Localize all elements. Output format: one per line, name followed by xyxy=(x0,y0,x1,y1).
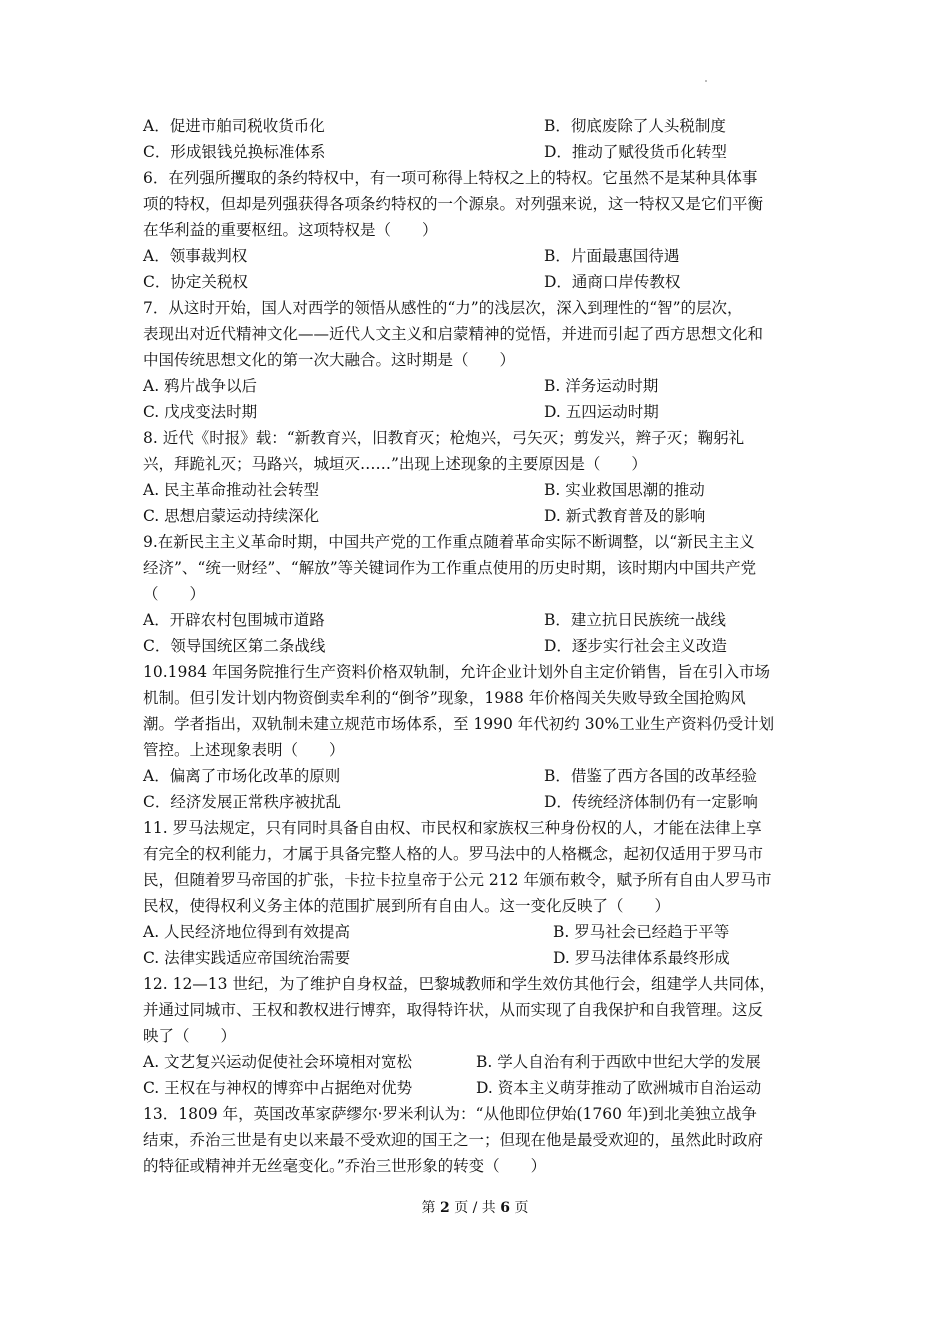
question-text-line: 表现出对近代精神文化——近代人文主义和启蒙精神的觉悟，并进而引起了西方思想文化和 xyxy=(143,325,764,343)
question-11 xyxy=(143,815,811,971)
question-text-line: 10.1984 年国务院推行生产资料价格双轨制，允许企业计划外自主定价销售，旨在引入市场 xyxy=(143,663,771,681)
q7-option-a: A. 鸦片战争以后 xyxy=(143,377,258,395)
question-7 xyxy=(143,295,811,425)
question-text-line: 的特征或精神并无丝毫变化。”乔治三世形象的转变（ ） xyxy=(143,1157,547,1175)
page-content xyxy=(143,113,811,1179)
question-10 xyxy=(143,659,811,815)
q12-option-c: C. 王权在与神权的博弈中占据绝对优势 xyxy=(143,1079,413,1097)
q9-option-d: D．逐步实行社会主义改造 xyxy=(544,637,727,655)
q12-option-d: D. 资本主义萌芽推动了欧洲城市自治运动 xyxy=(476,1079,762,1097)
question-text-line: 中国传统思想文化的第一次大融合。这时期是（ ） xyxy=(143,351,516,369)
q9-option-c: C．领导国统区第二条战线 xyxy=(143,637,326,655)
page-footer xyxy=(0,1198,950,1218)
question-text-line: 民，但随着罗马帝国的扩张，卡拉卡拉皇帝于公元 212 年颁布敕令，赋予所有自由人罗马市 xyxy=(143,871,772,889)
q10-option-b: B．借鉴了西方各国的改革经验 xyxy=(544,767,757,785)
options-row xyxy=(143,919,811,945)
footer-suffix: 页 xyxy=(514,1200,529,1216)
q11-option-b: B. 罗马社会已经趋于平等 xyxy=(553,923,730,941)
question-text-line: 项的特权，但却是列强获得各项条约特权的一个源泉。对列强来说，这一特权又是它们平衡 xyxy=(143,195,764,213)
question-text-line: （ ） xyxy=(143,585,206,603)
q10-option-a: A．偏离了市场化改革的原则 xyxy=(143,767,341,785)
q9-option-a: A．开辟农村包围城市道路 xyxy=(143,611,325,629)
options-row xyxy=(143,269,811,295)
options-row xyxy=(143,1075,811,1101)
q5-option-a: A．促进市舶司税收货币化 xyxy=(143,117,325,135)
q7-option-d: D. 五四运动时期 xyxy=(544,403,659,421)
footer-middle: 页 / 共 xyxy=(454,1200,496,1216)
q8-option-b: B. 实业救国思潮的推动 xyxy=(544,481,705,499)
question-text-line: 7．从这时开始，国人对西学的领悟从感性的“力”的浅层次，深入到理性的“智”的层次， xyxy=(143,299,743,317)
options-row xyxy=(143,945,811,971)
q7-option-c: C. 戊戌变法时期 xyxy=(143,403,258,421)
q5-option-c: C．形成银钱兑换标准体系 xyxy=(143,143,326,161)
footer-total-pages: 6 xyxy=(500,1200,511,1216)
question-text-line: 9.在新民主主义革命时期，中国共产党的工作重点随着革命实际不断调整，以“新民主主义 xyxy=(143,533,755,551)
q11-option-a: A. 人民经济地位得到有效提高 xyxy=(143,923,351,941)
options-row xyxy=(143,477,811,503)
q11-option-d: D. 罗马法律体系最终形成 xyxy=(553,949,730,967)
options-row xyxy=(143,763,811,789)
options-row xyxy=(143,243,811,269)
q6-option-d: D．通商口岸传教权 xyxy=(544,273,681,291)
question-text-line: 12. 12—13 世纪，为了维护自身权益，巴黎城教师和学生效仿其他行会，组建学人共同体， xyxy=(143,975,775,993)
q11-option-c: C. 法律实践适应帝国统治需要 xyxy=(143,949,351,967)
options-row xyxy=(143,633,811,659)
options-row xyxy=(143,1049,811,1075)
question-8 xyxy=(143,425,811,529)
question-text-line: 管控。上述现象表明（ ） xyxy=(143,741,345,759)
question-text-line: 映了（ ） xyxy=(143,1027,237,1045)
question-text-line: 在华利益的重要枢纽。这项特权是（ ） xyxy=(143,221,438,239)
question-text-line: 潮。学者指出，双轨制未建立规范市场体系，至 1990 年代初约 30%工业生产资料仍受计划 xyxy=(143,715,775,733)
question-text-line: 8. 近代《时报》载：“新教育兴，旧教育灭；枪炮兴，弓矢灭；剪发兴，辫子灭；鞠躬礼 xyxy=(143,429,745,447)
q5-options-row-2 xyxy=(143,139,811,165)
question-text-line: 民权，使得权利义务主体的范围扩展到所有自由人。这一变化反映了（ ） xyxy=(143,897,671,915)
question-text-line: 机制。但引发计划内物资倒卖牟利的“倒爷”现象，1988 年价格闯关失败导致全国抢购风 xyxy=(143,689,746,707)
q5-options-row-1 xyxy=(143,113,811,139)
options-row xyxy=(143,373,811,399)
question-13 xyxy=(143,1101,811,1179)
options-row xyxy=(143,789,811,815)
options-row xyxy=(143,607,811,633)
q9-option-b: B．建立抗日民族统一战线 xyxy=(544,611,726,629)
footer-prefix: 第 xyxy=(421,1200,436,1216)
footer-page-number: 2 xyxy=(439,1200,450,1216)
q8-option-a: A. 民主革命推动社会转型 xyxy=(143,481,320,499)
question-text-line: 13．1809 年，英国改革家萨缪尔·罗米利认为：“从他即位伊始(1760 年)到北美独立战争 xyxy=(143,1105,757,1123)
question-12 xyxy=(143,971,811,1101)
question-text-line: 有完全的权利能力，才属于具备完整人格的人。罗马法中的人格概念，起初仅适用于罗马市 xyxy=(143,845,764,863)
q12-option-a: A. 文艺复兴运动促使社会环境相对宽松 xyxy=(143,1053,413,1071)
question-text-line: 结束，乔治三世是有史以来最不受欢迎的国王之一；但现在他是最受欢迎的，虽然此时政府 xyxy=(143,1131,764,1149)
q5-option-d: D．推动了赋役货币化转型 xyxy=(544,143,727,161)
scan-speck xyxy=(705,80,707,82)
q8-option-c: C. 思想启蒙运动持续深化 xyxy=(143,507,320,525)
question-text-line: 经济”、“统一财经”、“解放”等关键词作为工作重点使用的历史时期，该时期内中国共产党 xyxy=(143,559,757,577)
question-text-line: 并通过同城市、王权和教权进行博弈，取得特许状，从而实现了自我保护和自我管理。这反 xyxy=(143,1001,764,1019)
q6-option-a: A．领事裁判权 xyxy=(143,247,248,265)
q8-option-d: D. 新式教育普及的影响 xyxy=(544,507,706,525)
options-row xyxy=(143,399,811,425)
question-text-line: 6．在列强所攫取的条约特权中，有一项可称得上特权之上的特权。它虽然不是某种具体事 xyxy=(143,169,758,187)
q12-option-b: B. 学人自治有利于西欧中世纪大学的发展 xyxy=(476,1053,761,1071)
q5-option-b: B．彻底废除了人头税制度 xyxy=(544,117,726,135)
question-6 xyxy=(143,165,811,295)
question-9 xyxy=(143,529,811,659)
question-text-line: 11. 罗马法规定，只有同时具备自由权、市民权和家族权三种身份权的人，才能在法律上享 xyxy=(143,819,762,837)
q10-option-c: C．经济发展正常秩序被扰乱 xyxy=(143,793,341,811)
q10-option-d: D．传统经济体制仍有一定影响 xyxy=(544,793,758,811)
q6-option-b: B．片面最惠国待遇 xyxy=(544,247,680,265)
q6-option-c: C．协定关税权 xyxy=(143,273,248,291)
options-row xyxy=(143,503,811,529)
q7-option-b: B. 洋务运动时期 xyxy=(544,377,659,395)
question-text-line: 兴，拜跪礼灭；马路兴，城垣灭……”出现上述现象的主要原因是（ ） xyxy=(143,455,647,473)
